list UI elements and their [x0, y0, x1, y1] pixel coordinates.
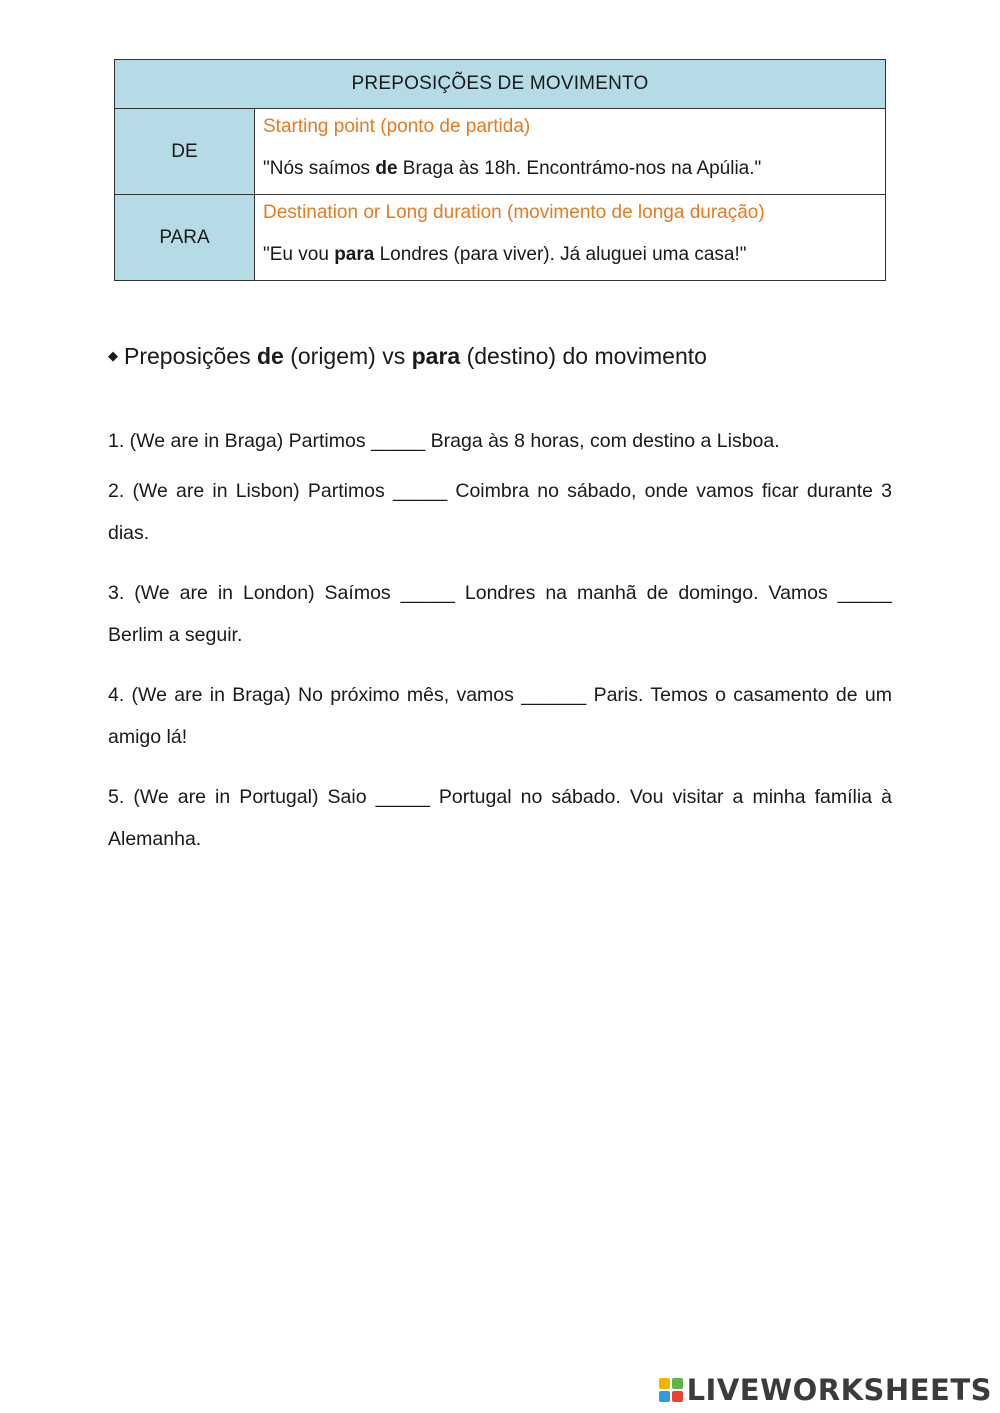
logo-square-i	[672, 1378, 683, 1389]
liveworksheets-logo	[659, 1373, 992, 1407]
table-header-row	[115, 60, 886, 109]
table-label-para: PARA	[115, 195, 255, 281]
exercise-item-4: 4. (We are in Braga) No próximo mês, vamos ______ Paris. Temos o casamento de um amigo lá!	[108, 684, 892, 748]
table-title: PREPOSIÇÕES DE MOVIMENTO	[115, 60, 886, 109]
logo-square-l	[659, 1378, 670, 1389]
definition-para: Destination or Long duration (movimento de longa duração)	[263, 202, 765, 223]
logo-square-e	[672, 1391, 683, 1402]
table-content-de	[255, 109, 886, 195]
table-row-para	[115, 195, 886, 281]
prepositions-table	[114, 59, 886, 281]
exercise-item-1: 1. (We are in Braga) Partimos _____ Braga às 8 horas, com destino a Lisboa.	[108, 430, 780, 452]
exercise-item-3: 3. (We are in London) Saímos _____ Londres na manhã de domingo. Vamos _____ Berlim a seguir.	[108, 582, 892, 646]
exercise-list	[108, 420, 892, 878]
liveworksheets-logo-icon	[659, 1378, 683, 1402]
section-heading: ◆ Preposições de (origem) vs para (destino) do movimento	[108, 343, 707, 369]
exercise-item-2: 2. (We are in Lisbon) Partimos _____ Coimbra no sábado, onde vamos ficar durante 3 dias.	[108, 480, 892, 544]
exercise-item-5: 5. (We are in Portugal) Saio _____ Portugal no sábado. Vou visitar a minha família à Alemanha.	[108, 786, 892, 850]
table-label-de: DE	[115, 109, 255, 195]
logo-square-v	[659, 1391, 670, 1402]
example-para: "Eu vou para Londres (para viver). Já aluguei uma casa!"	[263, 244, 747, 265]
example-de: "Nós saímos de Braga às 18h. Encontrámo-nos na Apúlia."	[263, 158, 762, 179]
logo-text: LIVEWORKSHEETS	[686, 1373, 992, 1407]
diamond-bullet-icon: ◆	[108, 348, 118, 363]
definition-de: Starting point (ponto de partida)	[263, 116, 531, 137]
table-content-para	[255, 195, 886, 281]
table-row-de	[115, 109, 886, 195]
